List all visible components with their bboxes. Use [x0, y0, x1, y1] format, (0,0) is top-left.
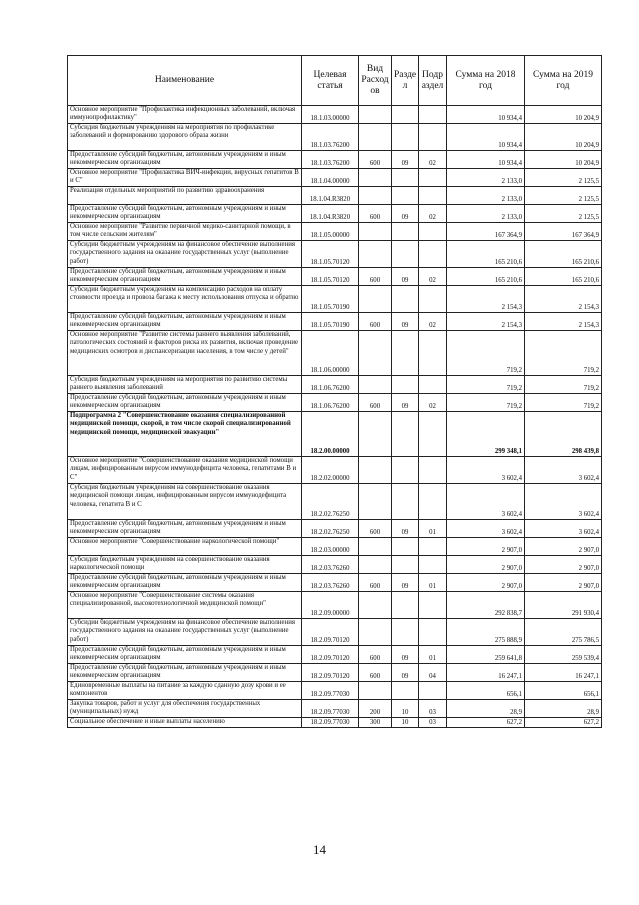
row-sum-2019: 291 930,4	[525, 592, 602, 619]
row-subsection: 03	[419, 700, 447, 718]
row-subsection	[419, 682, 447, 700]
row-sum-2019: 259 539,4	[525, 646, 602, 664]
row-expense-type	[359, 592, 392, 619]
table-row	[68, 106, 602, 124]
row-subsection	[419, 124, 447, 151]
table-row	[68, 646, 602, 664]
row-subsection	[419, 241, 447, 268]
row-section	[392, 412, 419, 457]
row-name: Субсидия бюджетным учреждениям на мероприятия по развитию системы раннего выявления заболеваний	[68, 376, 302, 394]
row-sum-2019: 298 439,8	[525, 412, 602, 457]
row-sum-2019: 16 247,1	[525, 664, 602, 682]
table-row	[68, 484, 602, 520]
row-subsection	[419, 538, 447, 556]
row-expense-type: 600	[359, 574, 392, 592]
row-subsection	[419, 484, 447, 520]
page-number: 14	[313, 842, 326, 857]
row-expense-type	[359, 331, 392, 376]
row-name: Субсидия бюджетным учреждениям на совершенствование оказания медицинской помощи лицам, инфицированным вирусом иммунодефицита человека, гепатита В и С	[68, 484, 302, 520]
row-expense-type: 600	[359, 520, 392, 538]
row-target-article: 18.1.04.00000	[302, 169, 359, 187]
table-row	[68, 700, 602, 718]
row-sum-2018: 2 154,3	[447, 313, 525, 331]
row-expense-type	[359, 106, 392, 124]
row-expense-type	[359, 556, 392, 574]
row-expense-type	[359, 538, 392, 556]
row-expense-type	[359, 187, 392, 205]
table-row	[68, 574, 602, 592]
table-body	[68, 106, 602, 728]
table-row	[68, 457, 602, 484]
row-target-article: 18.1.05.70120	[302, 268, 359, 286]
row-sum-2018: 2 133,0	[447, 169, 525, 187]
row-name: Предоставление субсидий бюджетным, автономным учреждениям и иным некоммерческим организациям	[68, 151, 302, 169]
row-section: 09	[392, 151, 419, 169]
table-row	[68, 592, 602, 619]
row-section	[392, 187, 419, 205]
row-sum-2018: 167 364,9	[447, 223, 525, 241]
row-sum-2019: 2 154,3	[525, 313, 602, 331]
row-name: Основное мероприятие "Профилактика инфекционных заболеваний, включая иммунопрофилактику"	[68, 106, 302, 124]
row-name: Субсидии бюджетным учреждениям на компенсацию расходов на оплату стоимости проезда и провоза багажа к месту использования отпуска и обратно	[68, 286, 302, 313]
row-target-article: 18.2.09.70120	[302, 664, 359, 682]
row-subsection	[419, 286, 447, 313]
row-section: 09	[392, 205, 419, 223]
row-sum-2019: 719,2	[525, 394, 602, 412]
row-target-article: 18.2.02.00000	[302, 457, 359, 484]
row-sum-2019: 165 210,6	[525, 268, 602, 286]
row-sum-2019: 2 154,3	[525, 286, 602, 313]
row-expense-type	[359, 457, 392, 484]
row-expense-type: 300	[359, 718, 392, 728]
row-sum-2018: 10 934,4	[447, 151, 525, 169]
row-expense-type	[359, 376, 392, 394]
row-name: Подпрограмма 2 "Совершенствование оказания специализированной медицинской помощи, скорой, в том числе скорой специализированной медицинской помощи, медицинской эвакуации"	[68, 412, 302, 457]
row-name: Основное мероприятие "Развитие системы раннего выявления заболеваний, патологических состояний и факторов риска их развития, включая проведение медицинских осмотров и диспансеризации населения, в том числе у детей"	[68, 331, 302, 376]
row-sum-2018: 2 154,3	[447, 286, 525, 313]
row-expense-type: 600	[359, 313, 392, 331]
row-subsection: 02	[419, 313, 447, 331]
row-section	[392, 457, 419, 484]
row-sum-2019: 10 204,9	[525, 151, 602, 169]
row-sum-2018: 2 907,0	[447, 556, 525, 574]
table-row	[68, 394, 602, 412]
row-expense-type: 600	[359, 205, 392, 223]
row-sum-2019: 167 364,9	[525, 223, 602, 241]
row-sum-2018: 719,2	[447, 394, 525, 412]
row-subsection: 03	[419, 718, 447, 728]
row-name: Предоставление субсидий бюджетным, автономным учреждениям и иным некоммерческим организациям	[68, 646, 302, 664]
header-subsection: Подр аздел	[419, 56, 447, 106]
row-section	[392, 223, 419, 241]
row-target-article: 18.1.04.R3820	[302, 187, 359, 205]
row-target-article: 18.2.09.70120	[302, 619, 359, 646]
row-name: Предоставление субсидий бюджетным, автономным учреждениям и иным некоммерческим организациям	[68, 574, 302, 592]
row-expense-type	[359, 241, 392, 268]
row-sum-2018: 2 907,0	[447, 574, 525, 592]
row-target-article: 18.1.05.70120	[302, 241, 359, 268]
row-sum-2018: 28,9	[447, 700, 525, 718]
row-sum-2019: 2 125,5	[525, 205, 602, 223]
row-section	[392, 556, 419, 574]
row-target-article: 18.1.05.70190	[302, 313, 359, 331]
row-name: Единовременные выплаты на питание за каждую сданную дозу крови и ее компонентов	[68, 682, 302, 700]
table-row	[68, 313, 602, 331]
header-target-article: Целевая статья	[302, 56, 359, 106]
row-sum-2019: 719,2	[525, 376, 602, 394]
row-name: Субсидия бюджетным учреждениям на мероприятия по профилактике заболеваний и формированию здорового образа жизни	[68, 124, 302, 151]
row-expense-type	[359, 169, 392, 187]
row-section	[392, 286, 419, 313]
row-sum-2018: 656,1	[447, 682, 525, 700]
table-row	[68, 619, 602, 646]
table-row	[68, 331, 602, 376]
row-name: Реализация отдельных мероприятий по развитию здравоохранения	[68, 187, 302, 205]
header-expense-type: Вид Расход ов	[359, 56, 392, 106]
row-sum-2018: 2 907,0	[447, 538, 525, 556]
row-expense-type: 200	[359, 700, 392, 718]
row-section: 09	[392, 313, 419, 331]
row-sum-2018: 627,2	[447, 718, 525, 728]
table-row	[68, 241, 602, 268]
row-target-article: 18.1.04.R3820	[302, 205, 359, 223]
row-section	[392, 241, 419, 268]
table-row	[68, 268, 602, 286]
table-row	[68, 286, 602, 313]
row-sum-2019: 2 907,0	[525, 574, 602, 592]
row-expense-type	[359, 286, 392, 313]
row-section: 10	[392, 718, 419, 728]
row-sum-2019: 275 786,5	[525, 619, 602, 646]
row-sum-2018: 10 934,4	[447, 106, 525, 124]
row-name: Предоставление субсидий бюджетным, автономным учреждениям и иным некоммерческим организациям	[68, 268, 302, 286]
row-subsection	[419, 331, 447, 376]
row-sum-2018: 3 602,4	[447, 484, 525, 520]
row-target-article: 18.2.09.00000	[302, 592, 359, 619]
table-row	[68, 223, 602, 241]
row-target-article: 18.2.03.76260	[302, 574, 359, 592]
row-target-article: 18.1.06.76200	[302, 394, 359, 412]
row-target-article: 18.2.09.70120	[302, 646, 359, 664]
row-section	[392, 682, 419, 700]
row-name: Предоставление субсидий бюджетным, автономным учреждениям и иным некоммерческим организациям	[68, 205, 302, 223]
row-target-article: 18.1.05.00000	[302, 223, 359, 241]
row-expense-type: 600	[359, 151, 392, 169]
table-row	[68, 682, 602, 700]
row-expense-type: 600	[359, 646, 392, 664]
row-subsection: 02	[419, 394, 447, 412]
row-sum-2018: 165 210,6	[447, 268, 525, 286]
table-row	[68, 520, 602, 538]
row-subsection: 02	[419, 205, 447, 223]
row-section: 09	[392, 646, 419, 664]
row-subsection: 01	[419, 520, 447, 538]
row-subsection	[419, 457, 447, 484]
row-target-article: 18.2.09.77030	[302, 700, 359, 718]
row-name: Предоставление субсидий бюджетным, автономным учреждениям и иным некоммерческим организациям	[68, 664, 302, 682]
header-section: Разде л	[392, 56, 419, 106]
row-target-article: 18.2.09.77030	[302, 718, 359, 728]
row-sum-2018: 719,2	[447, 376, 525, 394]
row-expense-type	[359, 682, 392, 700]
row-name: Предоставление субсидий бюджетным, автономным учреждениям и иным некоммерческим организациям	[68, 394, 302, 412]
row-target-article: 18.1.06.00000	[302, 331, 359, 376]
row-section: 10	[392, 700, 419, 718]
row-section	[392, 331, 419, 376]
row-target-article: 18.1.03.76200	[302, 124, 359, 151]
row-target-article: 18.2.09.77030	[302, 682, 359, 700]
row-section: 09	[392, 520, 419, 538]
row-subsection	[419, 169, 447, 187]
row-expense-type	[359, 484, 392, 520]
row-subsection	[419, 592, 447, 619]
row-subsection: 01	[419, 646, 447, 664]
row-target-article: 18.2.02.76250	[302, 520, 359, 538]
row-sum-2019: 10 204,9	[525, 124, 602, 151]
row-name: Основное мероприятие "Совершенствование наркологической помощи"	[68, 538, 302, 556]
table-header	[68, 56, 602, 106]
row-name: Субсидии бюджетным учреждениям на финансовое обеспечение выполнения государственного задания на оказание государственных услуг (выполнение работ)	[68, 619, 302, 646]
row-section: 09	[392, 268, 419, 286]
row-name: Субсидия бюджетным учреждениям на совершенствование оказания наркологической помощи	[68, 556, 302, 574]
table-row	[68, 124, 602, 151]
row-sum-2019: 719,2	[525, 331, 602, 376]
row-section	[392, 592, 419, 619]
row-subsection	[419, 376, 447, 394]
row-section	[392, 538, 419, 556]
row-expense-type	[359, 223, 392, 241]
row-sum-2019: 3 602,4	[525, 520, 602, 538]
row-section	[392, 484, 419, 520]
row-section	[392, 106, 419, 124]
row-name: Субсидии бюджетным учреждениям на финансовое обеспечение выполнения государственного задания на оказание государственных услуг (выполнение работ)	[68, 241, 302, 268]
row-target-article: 18.1.05.70190	[302, 286, 359, 313]
row-sum-2018: 2 133,0	[447, 187, 525, 205]
row-section	[392, 619, 419, 646]
row-section	[392, 376, 419, 394]
row-section	[392, 124, 419, 151]
row-subsection: 04	[419, 664, 447, 682]
budget-table	[67, 55, 602, 728]
table-row	[68, 664, 602, 682]
row-subsection	[419, 412, 447, 457]
row-sum-2018: 259 641,8	[447, 646, 525, 664]
row-expense-type: 600	[359, 664, 392, 682]
row-section: 09	[392, 574, 419, 592]
row-sum-2018: 165 210,6	[447, 241, 525, 268]
row-name: Основное мероприятие "Совершенствование оказания медицинской помощи лицам, инфицированным вирусом иммунодефицита человека, гепатитами В и С"	[68, 457, 302, 484]
row-target-article: 18.1.03.00000	[302, 106, 359, 124]
row-name: Основное мероприятие "Развитие первичной медико-санитарной помощи, в том числе сельским жителям"	[68, 223, 302, 241]
row-target-article: 18.1.06.76200	[302, 376, 359, 394]
budget-table-container	[67, 55, 601, 728]
row-target-article: 18.2.03.00000	[302, 538, 359, 556]
row-expense-type: 600	[359, 394, 392, 412]
row-sum-2019: 627,2	[525, 718, 602, 728]
row-sum-2019: 2 907,0	[525, 556, 602, 574]
table-row	[68, 376, 602, 394]
row-target-article: 18.1.03.76200	[302, 151, 359, 169]
row-sum-2019: 2 907,0	[525, 538, 602, 556]
row-subsection	[419, 106, 447, 124]
row-name: Основное мероприятие "Профилактика ВИЧ-инфекции, вирусных гепатитов В и С"	[68, 169, 302, 187]
row-name: Социальное обеспечение и иные выплаты населению	[68, 718, 302, 728]
table-row	[68, 187, 602, 205]
row-name: Предоставление субсидий бюджетным, автономным учреждениям и иным некоммерческим организациям	[68, 520, 302, 538]
row-sum-2018: 292 838,7	[447, 592, 525, 619]
row-name: Предоставление субсидий бюджетным, автономным учреждениям и иным некоммерческим организациям	[68, 313, 302, 331]
row-sum-2019: 2 125,5	[525, 169, 602, 187]
table-row	[68, 169, 602, 187]
row-sum-2018: 719,2	[447, 331, 525, 376]
row-section	[392, 169, 419, 187]
row-sum-2018: 3 602,4	[447, 457, 525, 484]
row-sum-2018: 16 247,1	[447, 664, 525, 682]
row-name: Закупка товаров, работ и услуг для обеспечения государственных (муниципальных) нужд	[68, 700, 302, 718]
row-name: Основное мероприятие "Совершенствование системы оказания специализированной, высокотехнологичной медицинской помощи"	[68, 592, 302, 619]
row-sum-2018: 10 934,4	[447, 124, 525, 151]
table-row	[68, 538, 602, 556]
row-target-article: 18.2.03.76260	[302, 556, 359, 574]
row-subsection	[419, 619, 447, 646]
row-sum-2019: 656,1	[525, 682, 602, 700]
row-subsection	[419, 556, 447, 574]
row-sum-2019: 2 125,5	[525, 187, 602, 205]
row-subsection	[419, 223, 447, 241]
header-sum-2019: Сумма на 2019 год	[525, 56, 602, 106]
row-section: 09	[392, 394, 419, 412]
row-sum-2019: 10 204,9	[525, 106, 602, 124]
table-row	[68, 718, 602, 728]
row-sum-2018: 2 133,0	[447, 205, 525, 223]
row-expense-type: 600	[359, 268, 392, 286]
table-row	[68, 556, 602, 574]
table-row	[68, 205, 602, 223]
row-sum-2018: 299 348,1	[447, 412, 525, 457]
header-name: Наименование	[68, 56, 302, 106]
row-sum-2018: 275 888,9	[447, 619, 525, 646]
row-sum-2019: 165 210,6	[525, 241, 602, 268]
table-row	[68, 412, 602, 457]
header-sum-2018: Сумма на 2018 год	[447, 56, 525, 106]
row-subsection: 02	[419, 268, 447, 286]
row-sum-2018: 3 602,4	[447, 520, 525, 538]
row-target-article: 18.2.00.00000	[302, 412, 359, 457]
row-section: 09	[392, 664, 419, 682]
row-expense-type	[359, 124, 392, 151]
row-expense-type	[359, 412, 392, 457]
row-sum-2019: 3 602,4	[525, 484, 602, 520]
row-target-article: 18.2.02.76250	[302, 484, 359, 520]
row-sum-2019: 3 602,4	[525, 457, 602, 484]
row-subsection	[419, 187, 447, 205]
row-expense-type	[359, 619, 392, 646]
table-row	[68, 151, 602, 169]
row-sum-2019: 28,9	[525, 700, 602, 718]
row-subsection: 01	[419, 574, 447, 592]
row-subsection: 02	[419, 151, 447, 169]
